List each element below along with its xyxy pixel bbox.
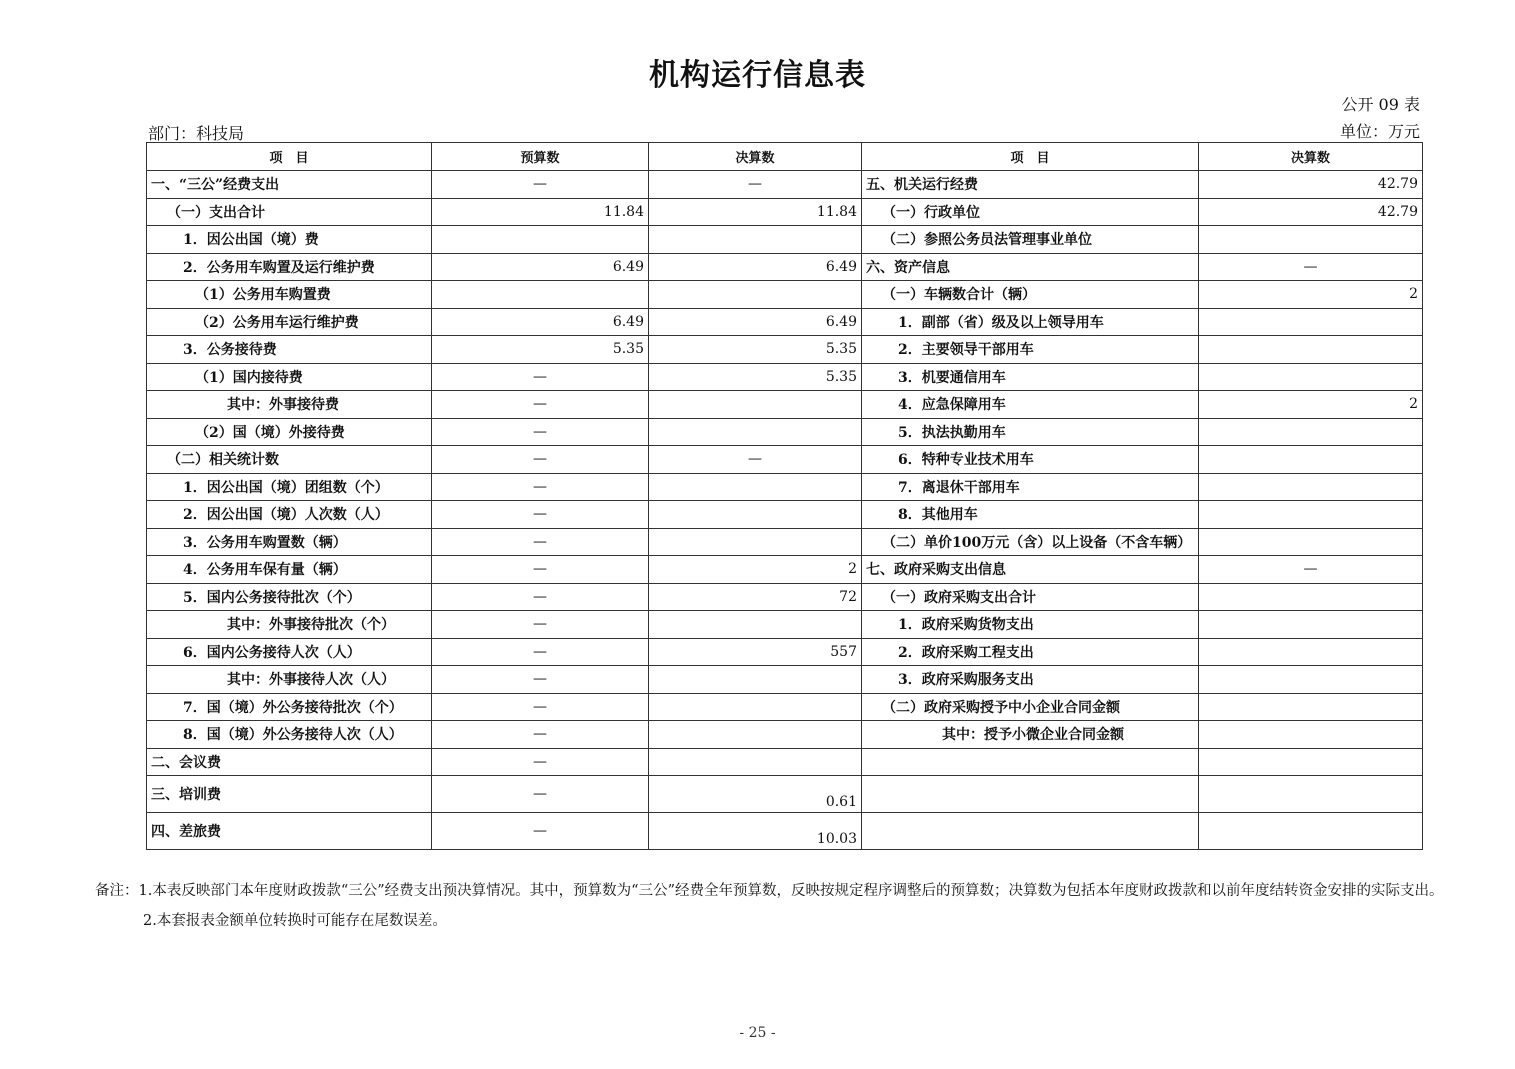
item-left: 1．因公出国（境）费 — [147, 226, 432, 254]
item-left: （二）相关统计数 — [147, 446, 432, 474]
final-value-right — [1199, 528, 1423, 556]
header-item-left: 项 目 — [147, 143, 432, 171]
item-left: 3．公务用车购置数（辆） — [147, 528, 432, 556]
item-left: 其中：外事接待人次（人） — [147, 666, 432, 694]
budget-value — [432, 226, 649, 254]
item-left: 其中：外事接待费 — [147, 391, 432, 419]
final-value-left: 10.03 — [649, 813, 862, 850]
item-right — [862, 813, 1199, 850]
final-value-right: 42.79 — [1199, 198, 1423, 226]
budget-value: — — [432, 583, 649, 611]
note-2: 2.本套报表金额单位转换时可能存在尾数误差。 — [143, 913, 447, 929]
header-final-left: 决算数 — [649, 143, 862, 171]
final-value-right — [1199, 776, 1423, 813]
table-row — [147, 391, 1423, 419]
final-value-right — [1199, 693, 1423, 721]
item-left: 三、培训费 — [147, 776, 432, 813]
final-value-left: 72 — [649, 583, 862, 611]
budget-value: — — [432, 418, 649, 446]
final-value-left: — — [649, 446, 862, 474]
table-row — [147, 501, 1423, 529]
final-value-right — [1199, 363, 1423, 391]
table-row — [147, 583, 1423, 611]
item-right: 1．政府采购货物支出 — [862, 611, 1199, 639]
item-right: 5．执法执勤用车 — [862, 418, 1199, 446]
item-right: （一）车辆数合计（辆） — [862, 281, 1199, 309]
final-value-left: 11.84 — [649, 198, 862, 226]
budget-value: — — [432, 721, 649, 749]
budget-value: 5.35 — [432, 336, 649, 364]
table-row — [147, 308, 1423, 336]
final-value-right — [1199, 501, 1423, 529]
budget-value: — — [432, 813, 649, 850]
item-right: 六、资产信息 — [862, 253, 1199, 281]
budget-value: — — [432, 473, 649, 501]
department-label: 部门：科技局 — [148, 124, 245, 143]
final-value-right — [1199, 611, 1423, 639]
item-left: 3．公务接待费 — [147, 336, 432, 364]
item-left: 一、“三公”经费支出 — [147, 171, 432, 199]
final-value-left: 0.61 — [649, 776, 862, 813]
table-header-row — [147, 143, 1423, 171]
item-right — [862, 776, 1199, 813]
budget-value: — — [432, 556, 649, 584]
item-right: 3．机要通信用车 — [862, 363, 1199, 391]
item-right: 4．应急保障用车 — [862, 391, 1199, 419]
budget-value: — — [432, 638, 649, 666]
item-left: 8．国（境）外公务接待人次（人） — [147, 721, 432, 749]
item-left: 4．公务用车保有量（辆） — [147, 556, 432, 584]
final-value-right — [1199, 418, 1423, 446]
budget-value: — — [432, 501, 649, 529]
table-row — [147, 748, 1423, 776]
item-right: 7．离退休干部用车 — [862, 473, 1199, 501]
final-value-right: — — [1199, 253, 1423, 281]
final-value-right — [1199, 336, 1423, 364]
table-row — [147, 666, 1423, 694]
item-right: 2．主要领导干部用车 — [862, 336, 1199, 364]
budget-value — [432, 281, 649, 309]
budget-value: — — [432, 363, 649, 391]
final-value-right — [1199, 473, 1423, 501]
budget-value: — — [432, 171, 649, 199]
final-value-left: 557 — [649, 638, 862, 666]
final-value-left: — — [649, 171, 862, 199]
table-row — [147, 813, 1423, 850]
final-value-left — [649, 721, 862, 749]
final-value-left — [649, 693, 862, 721]
table-row — [147, 336, 1423, 364]
table-row — [147, 721, 1423, 749]
item-left: （1）国内接待费 — [147, 363, 432, 391]
final-value-right — [1199, 748, 1423, 776]
table-row — [147, 556, 1423, 584]
final-value-left — [649, 611, 862, 639]
final-value-left: 6.49 — [649, 253, 862, 281]
budget-value: — — [432, 693, 649, 721]
final-value-right: 42.79 — [1199, 171, 1423, 199]
budget-value: — — [432, 528, 649, 556]
budget-value: — — [432, 611, 649, 639]
budget-value: 11.84 — [432, 198, 649, 226]
item-right: 其中：授予小微企业合同金额 — [862, 721, 1199, 749]
final-value-left: 6.49 — [649, 308, 862, 336]
final-value-right — [1199, 308, 1423, 336]
table-row — [147, 281, 1423, 309]
table-row — [147, 611, 1423, 639]
unit-label: 单位：万元 — [1339, 122, 1420, 141]
item-left: 7．国（境）外公务接待批次（个） — [147, 693, 432, 721]
final-value-right: — — [1199, 556, 1423, 584]
notes — [95, 876, 1480, 936]
final-value-left: 5.35 — [649, 336, 862, 364]
page-title: 机构运行信息表 — [649, 58, 866, 93]
item-left: （2）国（境）外接待费 — [147, 418, 432, 446]
budget-value: 6.49 — [432, 253, 649, 281]
page-number: - 25 - — [739, 1025, 776, 1041]
final-value-left — [649, 528, 862, 556]
item-right: （二）参照公务员法管理事业单位 — [862, 226, 1199, 254]
budget-value: — — [432, 748, 649, 776]
table-row — [147, 528, 1423, 556]
item-right: 五、机关运行经费 — [862, 171, 1199, 199]
budget-value: — — [432, 666, 649, 694]
budget-value: — — [432, 776, 649, 813]
form-number: 公开 09 表 — [1341, 95, 1420, 114]
item-right: 6．特种专业技术用车 — [862, 446, 1199, 474]
item-right: （一）政府采购支出合计 — [862, 583, 1199, 611]
table-row — [147, 198, 1423, 226]
final-value-right — [1199, 638, 1423, 666]
table-row — [147, 226, 1423, 254]
item-right: （二）单价100万元（含）以上设备（不含车辆） — [862, 528, 1199, 556]
table-row — [147, 253, 1423, 281]
item-right: 1．副部（省）级及以上领导用车 — [862, 308, 1199, 336]
item-left: 2．公务用车购置及运行维护费 — [147, 253, 432, 281]
final-value-right — [1199, 226, 1423, 254]
item-left: 2．因公出国（境）人次数（人） — [147, 501, 432, 529]
item-left: （2）公务用车运行维护费 — [147, 308, 432, 336]
final-value-right — [1199, 721, 1423, 749]
final-value-right: 2 — [1199, 391, 1423, 419]
header-item-right: 项 目 — [862, 143, 1199, 171]
final-value-left — [649, 226, 862, 254]
table-row — [147, 693, 1423, 721]
final-value-left — [649, 473, 862, 501]
table-row — [147, 363, 1423, 391]
table-row — [147, 473, 1423, 501]
item-left: 其中：外事接待批次（个） — [147, 611, 432, 639]
item-left: 6．国内公务接待人次（人） — [147, 638, 432, 666]
final-value-left — [649, 281, 862, 309]
item-right: 2．政府采购工程支出 — [862, 638, 1199, 666]
table-row — [147, 638, 1423, 666]
final-value-right: 2 — [1199, 281, 1423, 309]
final-value-left — [649, 418, 862, 446]
item-right: （一）行政单位 — [862, 198, 1199, 226]
budget-value: — — [432, 391, 649, 419]
item-left: 1．因公出国（境）团组数（个） — [147, 473, 432, 501]
budget-value: — — [432, 446, 649, 474]
header-final-right: 决算数 — [1199, 143, 1423, 171]
item-left: （1）公务用车购置费 — [147, 281, 432, 309]
operation-info-table — [146, 142, 1423, 850]
final-value-right — [1199, 813, 1423, 850]
final-value-left: 2 — [649, 556, 862, 584]
final-value-right — [1199, 666, 1423, 694]
final-value-left: 5.35 — [649, 363, 862, 391]
final-value-left — [649, 666, 862, 694]
table-row — [147, 418, 1423, 446]
item-right: （二）政府采购授予中小企业合同金额 — [862, 693, 1199, 721]
table-row — [147, 446, 1423, 474]
item-right: 8．其他用车 — [862, 501, 1199, 529]
final-value-left — [649, 501, 862, 529]
budget-value: 6.49 — [432, 308, 649, 336]
item-right — [862, 748, 1199, 776]
table-row — [147, 171, 1423, 199]
item-right: 3．政府采购服务支出 — [862, 666, 1199, 694]
final-value-right — [1199, 583, 1423, 611]
table-row — [147, 776, 1423, 813]
header-budget: 预算数 — [432, 143, 649, 171]
note-1: 备注：1.本表反映部门本年度财政拨款“三公”经费支出预决算情况。其中，预算数为“三公”经费全年预算数，反映按规定程序调整后的预算数；决算数为包括本年度财政拨款和以前年度结转资金安排的实际支出。 — [95, 883, 1444, 899]
final-value-right — [1199, 446, 1423, 474]
item-left: 5．国内公务接待批次（个） — [147, 583, 432, 611]
final-value-left — [649, 748, 862, 776]
item-left: （一）支出合计 — [147, 198, 432, 226]
item-right: 七、政府采购支出信息 — [862, 556, 1199, 584]
item-left: 四、差旅费 — [147, 813, 432, 850]
final-value-left — [649, 391, 862, 419]
item-left: 二、会议费 — [147, 748, 432, 776]
